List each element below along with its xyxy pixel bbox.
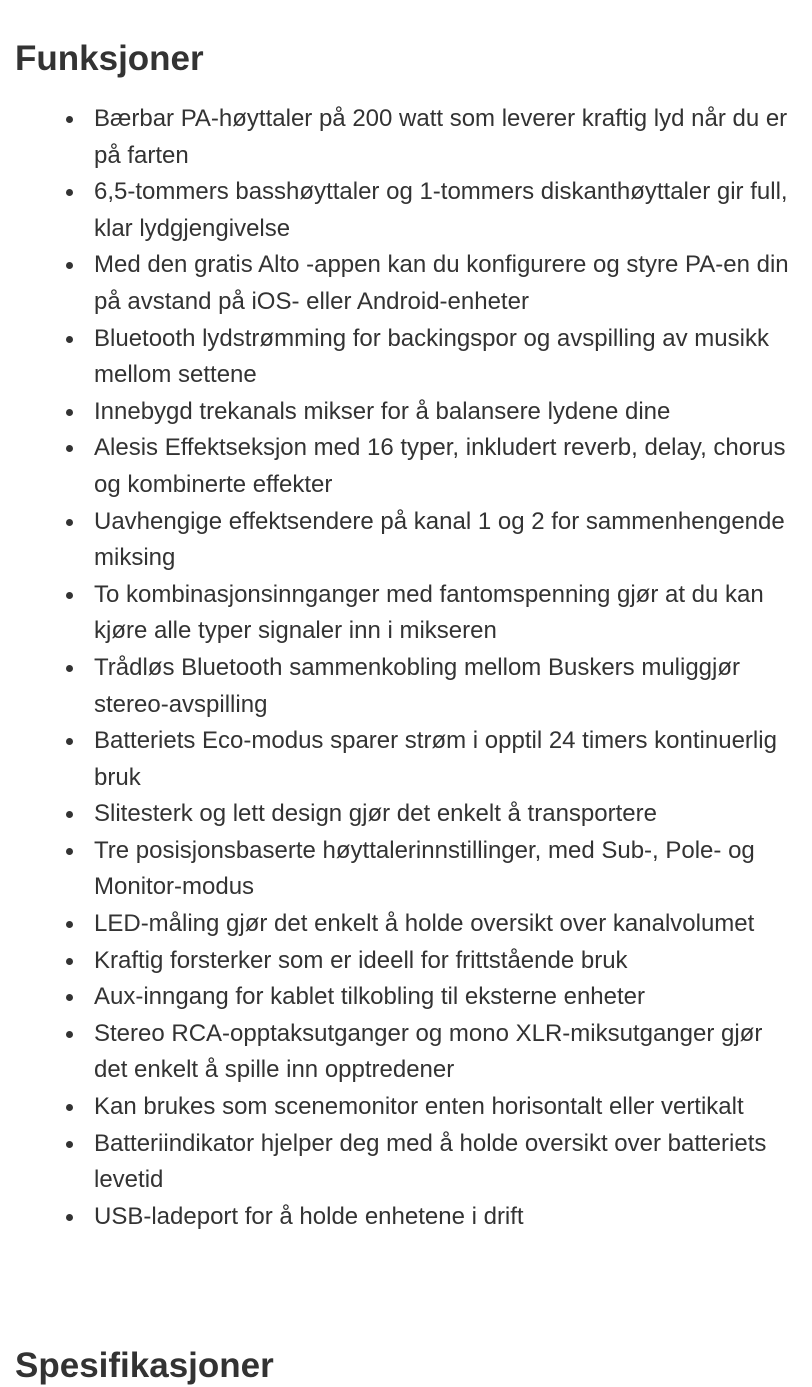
feature-list-item (15, 430, 797, 503)
bullet-icon (66, 738, 73, 745)
specifications-heading: Spesifikasjoner (15, 1346, 274, 1385)
bullet-icon (66, 592, 73, 599)
feature-text: LED-måling gjør det enkelt å holde oversikt over kanalvolumet (94, 910, 755, 938)
bullet-icon (66, 994, 73, 1001)
features-heading: Funksjoner (15, 39, 204, 78)
bullet-icon (66, 811, 73, 818)
bullet-icon (66, 921, 73, 928)
feature-text: Kraftig forsterker som er ideell for frittstående bruk (94, 946, 628, 974)
feature-list-item (15, 943, 797, 980)
feature-list-item (15, 394, 797, 431)
feature-text: 6,5-tommers basshøyttaler og 1-tommers diskanthøyttaler gir full, klar lydgjengivelse (94, 178, 788, 242)
feature-text: Bluetooth lydstrømming for backingspor og avspilling av musikk mellom settene (94, 324, 769, 389)
feature-list-item (15, 504, 797, 577)
bullet-icon (66, 1214, 73, 1221)
feature-text: To kombinasjonsinnganger med fantomspenning gjør at du kan kjøre alle typer signaler inn i mikseren (94, 580, 764, 645)
feature-list-item (15, 1016, 797, 1089)
bullet-icon (66, 958, 73, 965)
feature-list-item (15, 1089, 797, 1126)
feature-text: Tre posisjonsbaserte høyttalerinnstillinger, med Sub-, Pole- og Monitor-modus (94, 836, 755, 901)
feature-list-item (15, 174, 797, 247)
bullet-icon (66, 665, 73, 672)
feature-list-item (15, 577, 797, 650)
feature-text: Aux-inngang for kablet tilkobling til eksterne enheter (94, 983, 645, 1011)
feature-text: Alesis Effektseksjon med 16 typer, inkludert reverb, delay, chorus og kombinerte effekter (94, 434, 786, 498)
feature-text: Kan brukes som scenemonitor enten horisontalt eller vertikalt (94, 1093, 744, 1121)
feature-list-item (15, 101, 797, 174)
feature-list-item (15, 247, 797, 320)
bullet-icon (66, 445, 73, 452)
feature-list-item (15, 1199, 797, 1236)
bullet-icon (66, 409, 73, 416)
bullet-icon (66, 116, 73, 123)
feature-list-item (15, 321, 797, 394)
feature-text: Trådløs Bluetooth sammenkobling mellom Buskers muliggjør stereo-avspilling (94, 653, 741, 718)
feature-list-item (15, 723, 797, 796)
feature-list-item (15, 833, 797, 906)
feature-text: Batteriindikator hjelper deg med å holde oversikt over batteriets levetid (94, 1129, 767, 1194)
bullet-icon (66, 262, 73, 269)
bullet-icon (66, 848, 73, 855)
feature-text: Innebygd trekanals mikser for å balansere lydene dine (94, 397, 671, 425)
bullet-icon (66, 336, 73, 343)
bullet-icon (66, 1031, 73, 1038)
feature-list-item (15, 906, 797, 943)
features-section (15, 38, 797, 1230)
feature-text: Med den gratis Alto -appen kan du konfigurere og styre PA-en din på avstand på iOS- eller Android-enheter (94, 251, 789, 315)
features-list (15, 101, 797, 1235)
bullet-icon (66, 1104, 73, 1111)
feature-text: Uavhengige effektsendere på kanal 1 og 2 for sammenhengende miksing (94, 507, 785, 572)
feature-text: Stereo RCA-opptaksutganger og mono XLR-miksutganger gjør det enkelt å spille inn opptredener (94, 1019, 763, 1084)
feature-list-item (15, 650, 797, 723)
bullet-icon (66, 519, 73, 526)
feature-text: Batteriets Eco-modus sparer strøm i opptil 24 timers kontinuerlig bruk (94, 727, 777, 791)
feature-text: Bærbar PA-høyttaler på 200 watt som leverer kraftig lyd når du er på farten (94, 105, 788, 169)
feature-list-item (15, 1126, 797, 1199)
feature-text: USB-ladeport for å holde enhetene i drift (94, 1202, 524, 1230)
feature-text: Slitesterk og lett design gjør det enkelt å transportere (94, 800, 657, 828)
bullet-icon (66, 1141, 73, 1148)
feature-list-item (15, 979, 797, 1016)
feature-list-item (15, 796, 797, 833)
bullet-icon (66, 189, 73, 196)
